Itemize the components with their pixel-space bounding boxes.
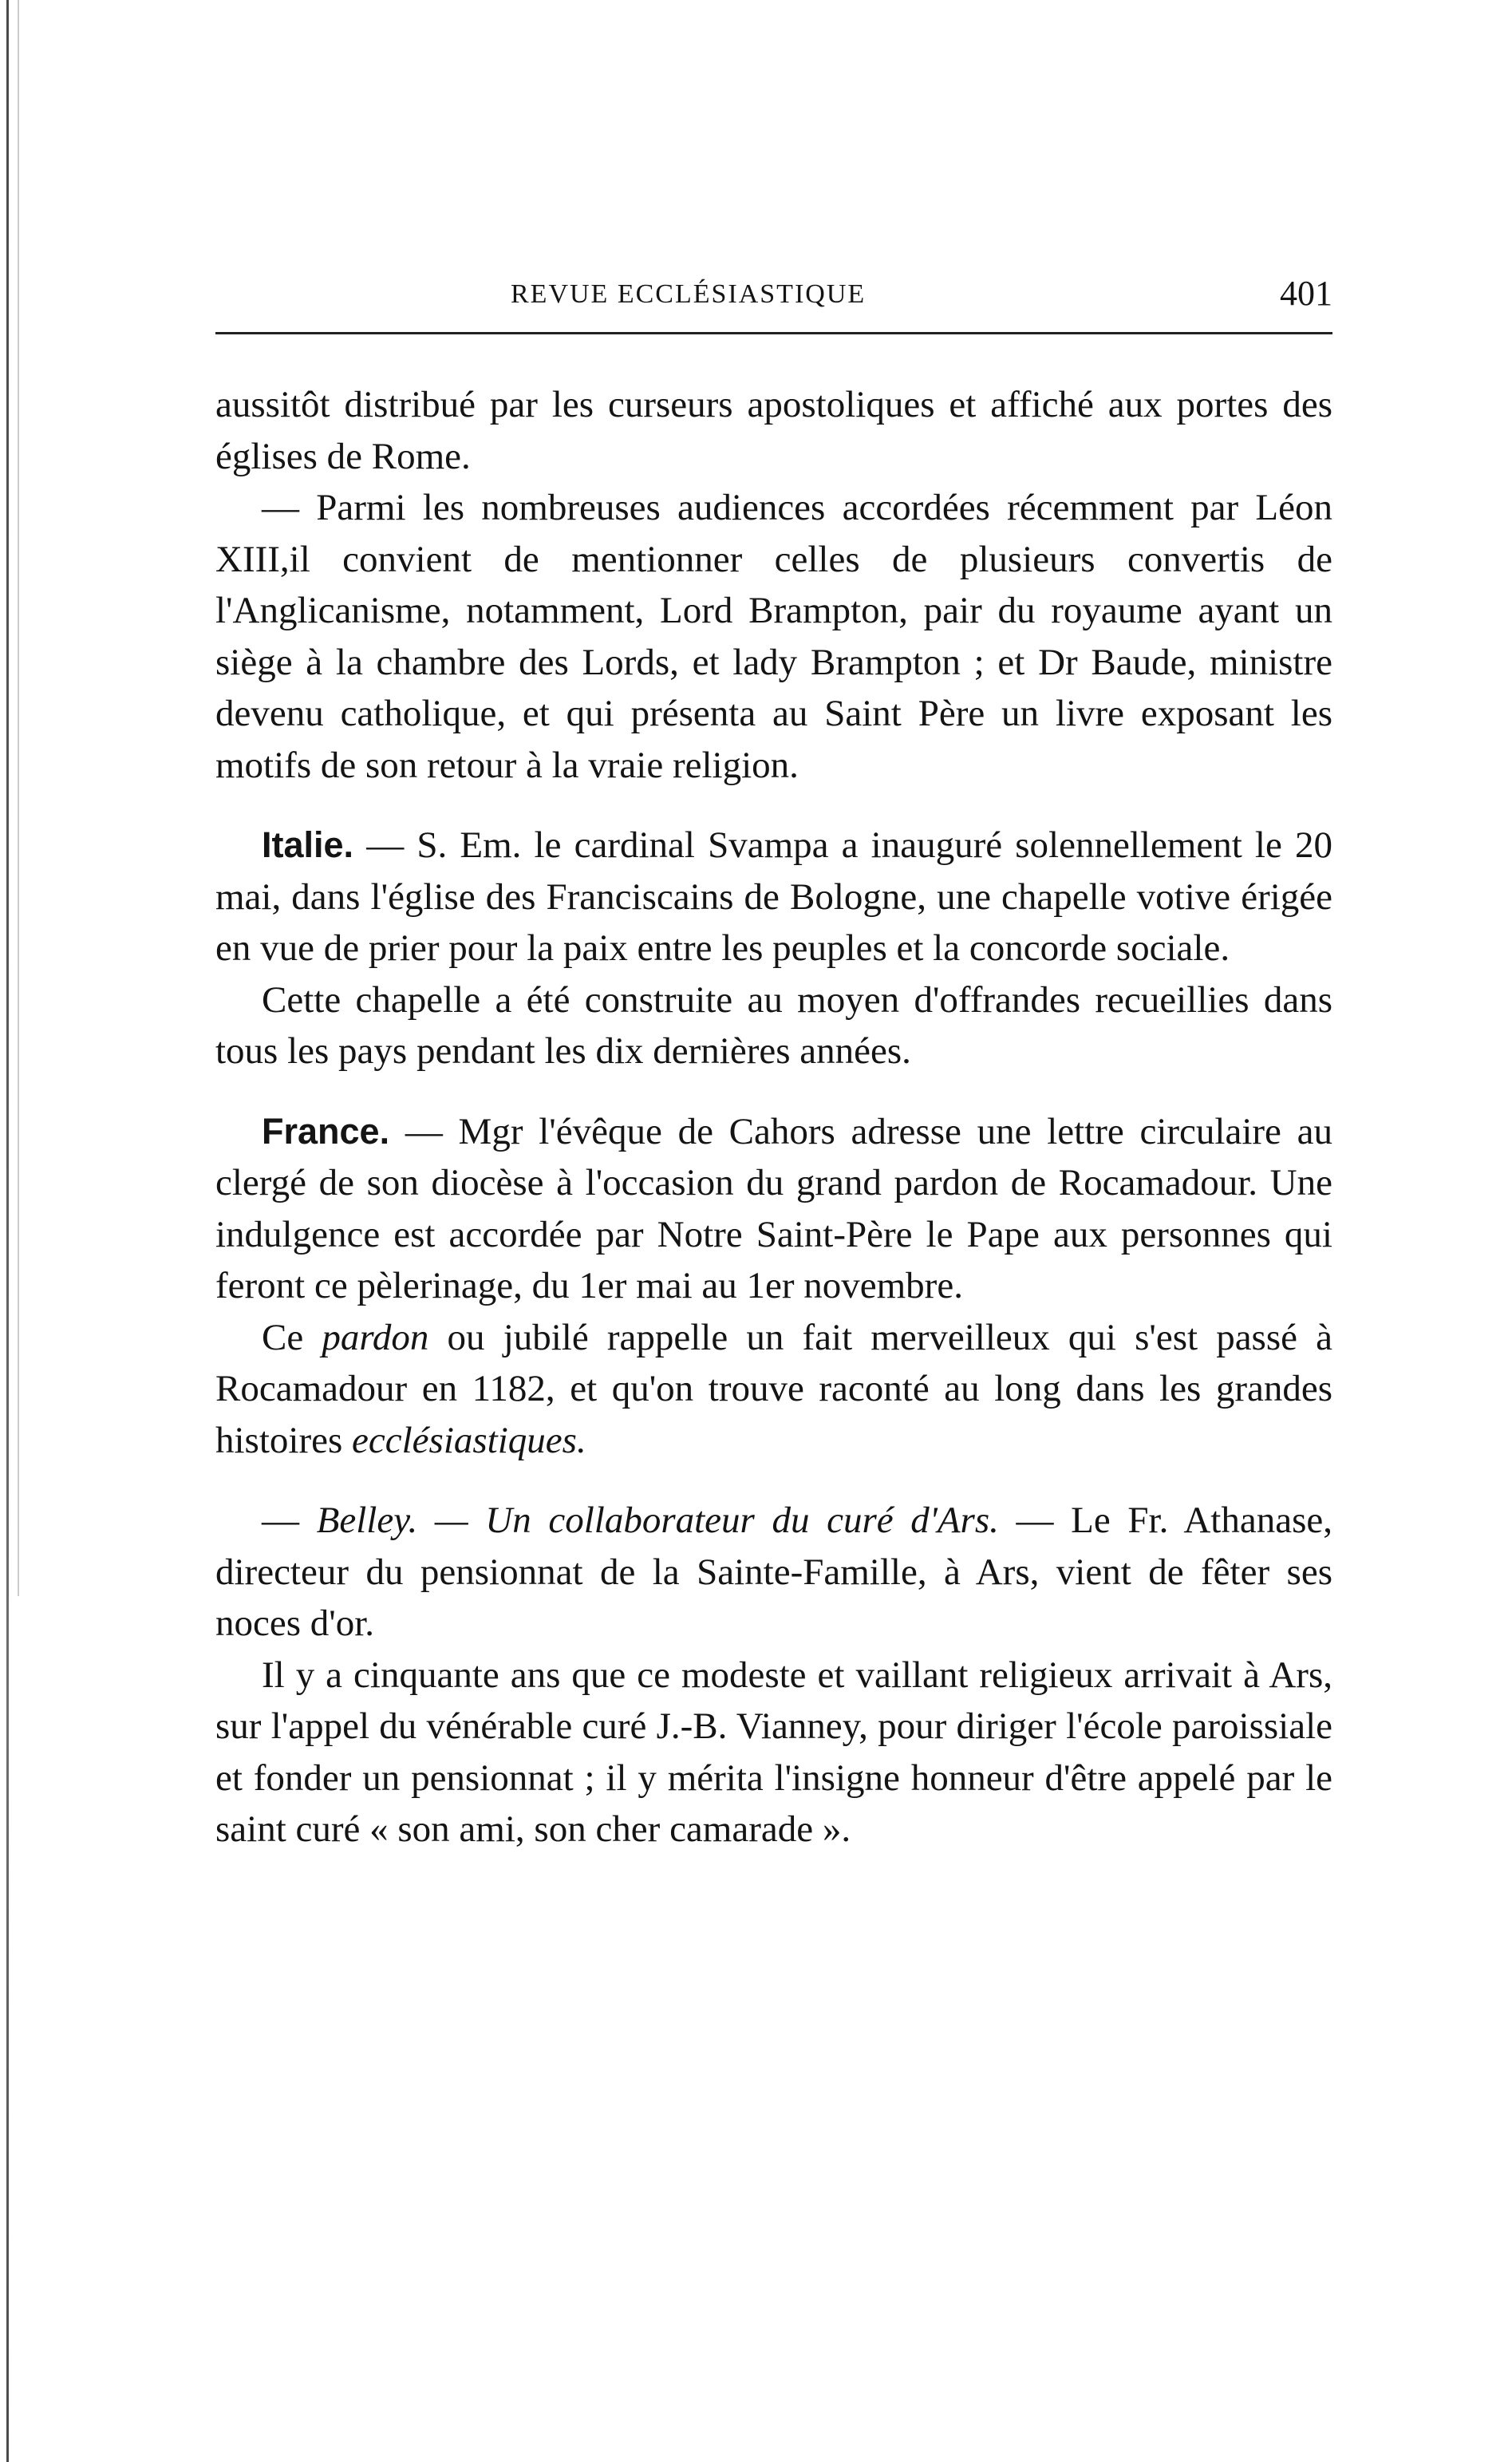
paragraph-chapelle: Cette chapelle a été construite au moyen d'offrandes recueillies dans tous les pays pendant les dix dernières années. bbox=[215, 978, 1332, 1072]
paragraph-france bbox=[215, 1106, 1332, 1312]
jubile-text-a: Ce bbox=[262, 1316, 322, 1358]
paragraph-audiences: — Parmi les nombreuses audiences accordées récemment par Léon XIII,il convient de mentionner celles de plusieurs convertis de l'Anglicanisme, notamment, Lord Brampton, pair du royaume ayant un siège à la chambre des Lords, et lady Brampton ; et Dr Baude, ministre devenu catholique, et qui présenta au Saint Père un livre exposant les motifs de son retour à la vraie religion. bbox=[215, 487, 1332, 786]
paragraph-italie bbox=[215, 820, 1332, 974]
paragraph-cinquante-ans: Il y a cinquante ans que ce modeste et vaillant religieux arrivait à Ars, sur l'appel du vénérable curé J.-B. Vianney, pour diriger l'école paroissiale et fonder un pensionnat ; il y mérita l'insigne honneur d'être appelé par le saint curé « son ami, son cher camarade ». bbox=[215, 1654, 1332, 1850]
document-page bbox=[215, 263, 1332, 1855]
section-heading-italie: Italie. bbox=[262, 824, 354, 865]
belley-dash: — bbox=[262, 1500, 317, 1541]
italie-text: — S. Em. le cardinal Svampa a inauguré solennellement le 20 mai, dans l'église des Franciscains de Bologne, une chapelle votive érigée en vue de prier pour la paix entre les peuples et la concorde sociale. bbox=[215, 824, 1332, 969]
jubile-text-b: ou jubilé rappelle un fait merveilleux qui s'est passé à Rocamadour en 1182, et qu'on trouve raconté au long dans les grandes histoires bbox=[215, 1316, 1332, 1461]
paragraph-rome: aussitôt distribué par les curseurs apostoliques et affiché aux portes des églises de Rome. bbox=[215, 384, 1332, 477]
running-header bbox=[215, 263, 1332, 319]
header-rule bbox=[215, 332, 1332, 334]
scan-binding-edge bbox=[6, 0, 9, 2462]
jubile-pardon-italic: pardon bbox=[322, 1316, 429, 1358]
jubile-ecclesiastiques-italic: ecclésiastiques. bbox=[352, 1419, 586, 1461]
paragraph-jubile bbox=[215, 1312, 1332, 1467]
running-title: REVUE ECCLÉSIASTIQUE bbox=[511, 279, 867, 309]
belley-text: — Le Fr. Athanase, directeur du pensionnat de la Sainte-Famille, à Ars, vient de fêter ses noces d'or. bbox=[215, 1500, 1332, 1644]
paragraph-belley bbox=[215, 1495, 1332, 1650]
page-number: 401 bbox=[1280, 274, 1332, 313]
belley-italic-title: Belley. — Un collaborateur du curé d'Ars. bbox=[316, 1500, 999, 1541]
section-heading-france: France. bbox=[262, 1110, 390, 1152]
scan-binding-shadow bbox=[18, 0, 19, 1596]
france-text: — Mgr l'évêque de Cahors adresse une lettre circulaire au clergé de son diocèse à l'occasion du grand pardon de Rocamadour. Une indulgence est accordée par Notre Saint-Père le Pape aux personnes qui feront ce pèlerinage, du 1er mai au 1er novembre. bbox=[215, 1110, 1332, 1306]
